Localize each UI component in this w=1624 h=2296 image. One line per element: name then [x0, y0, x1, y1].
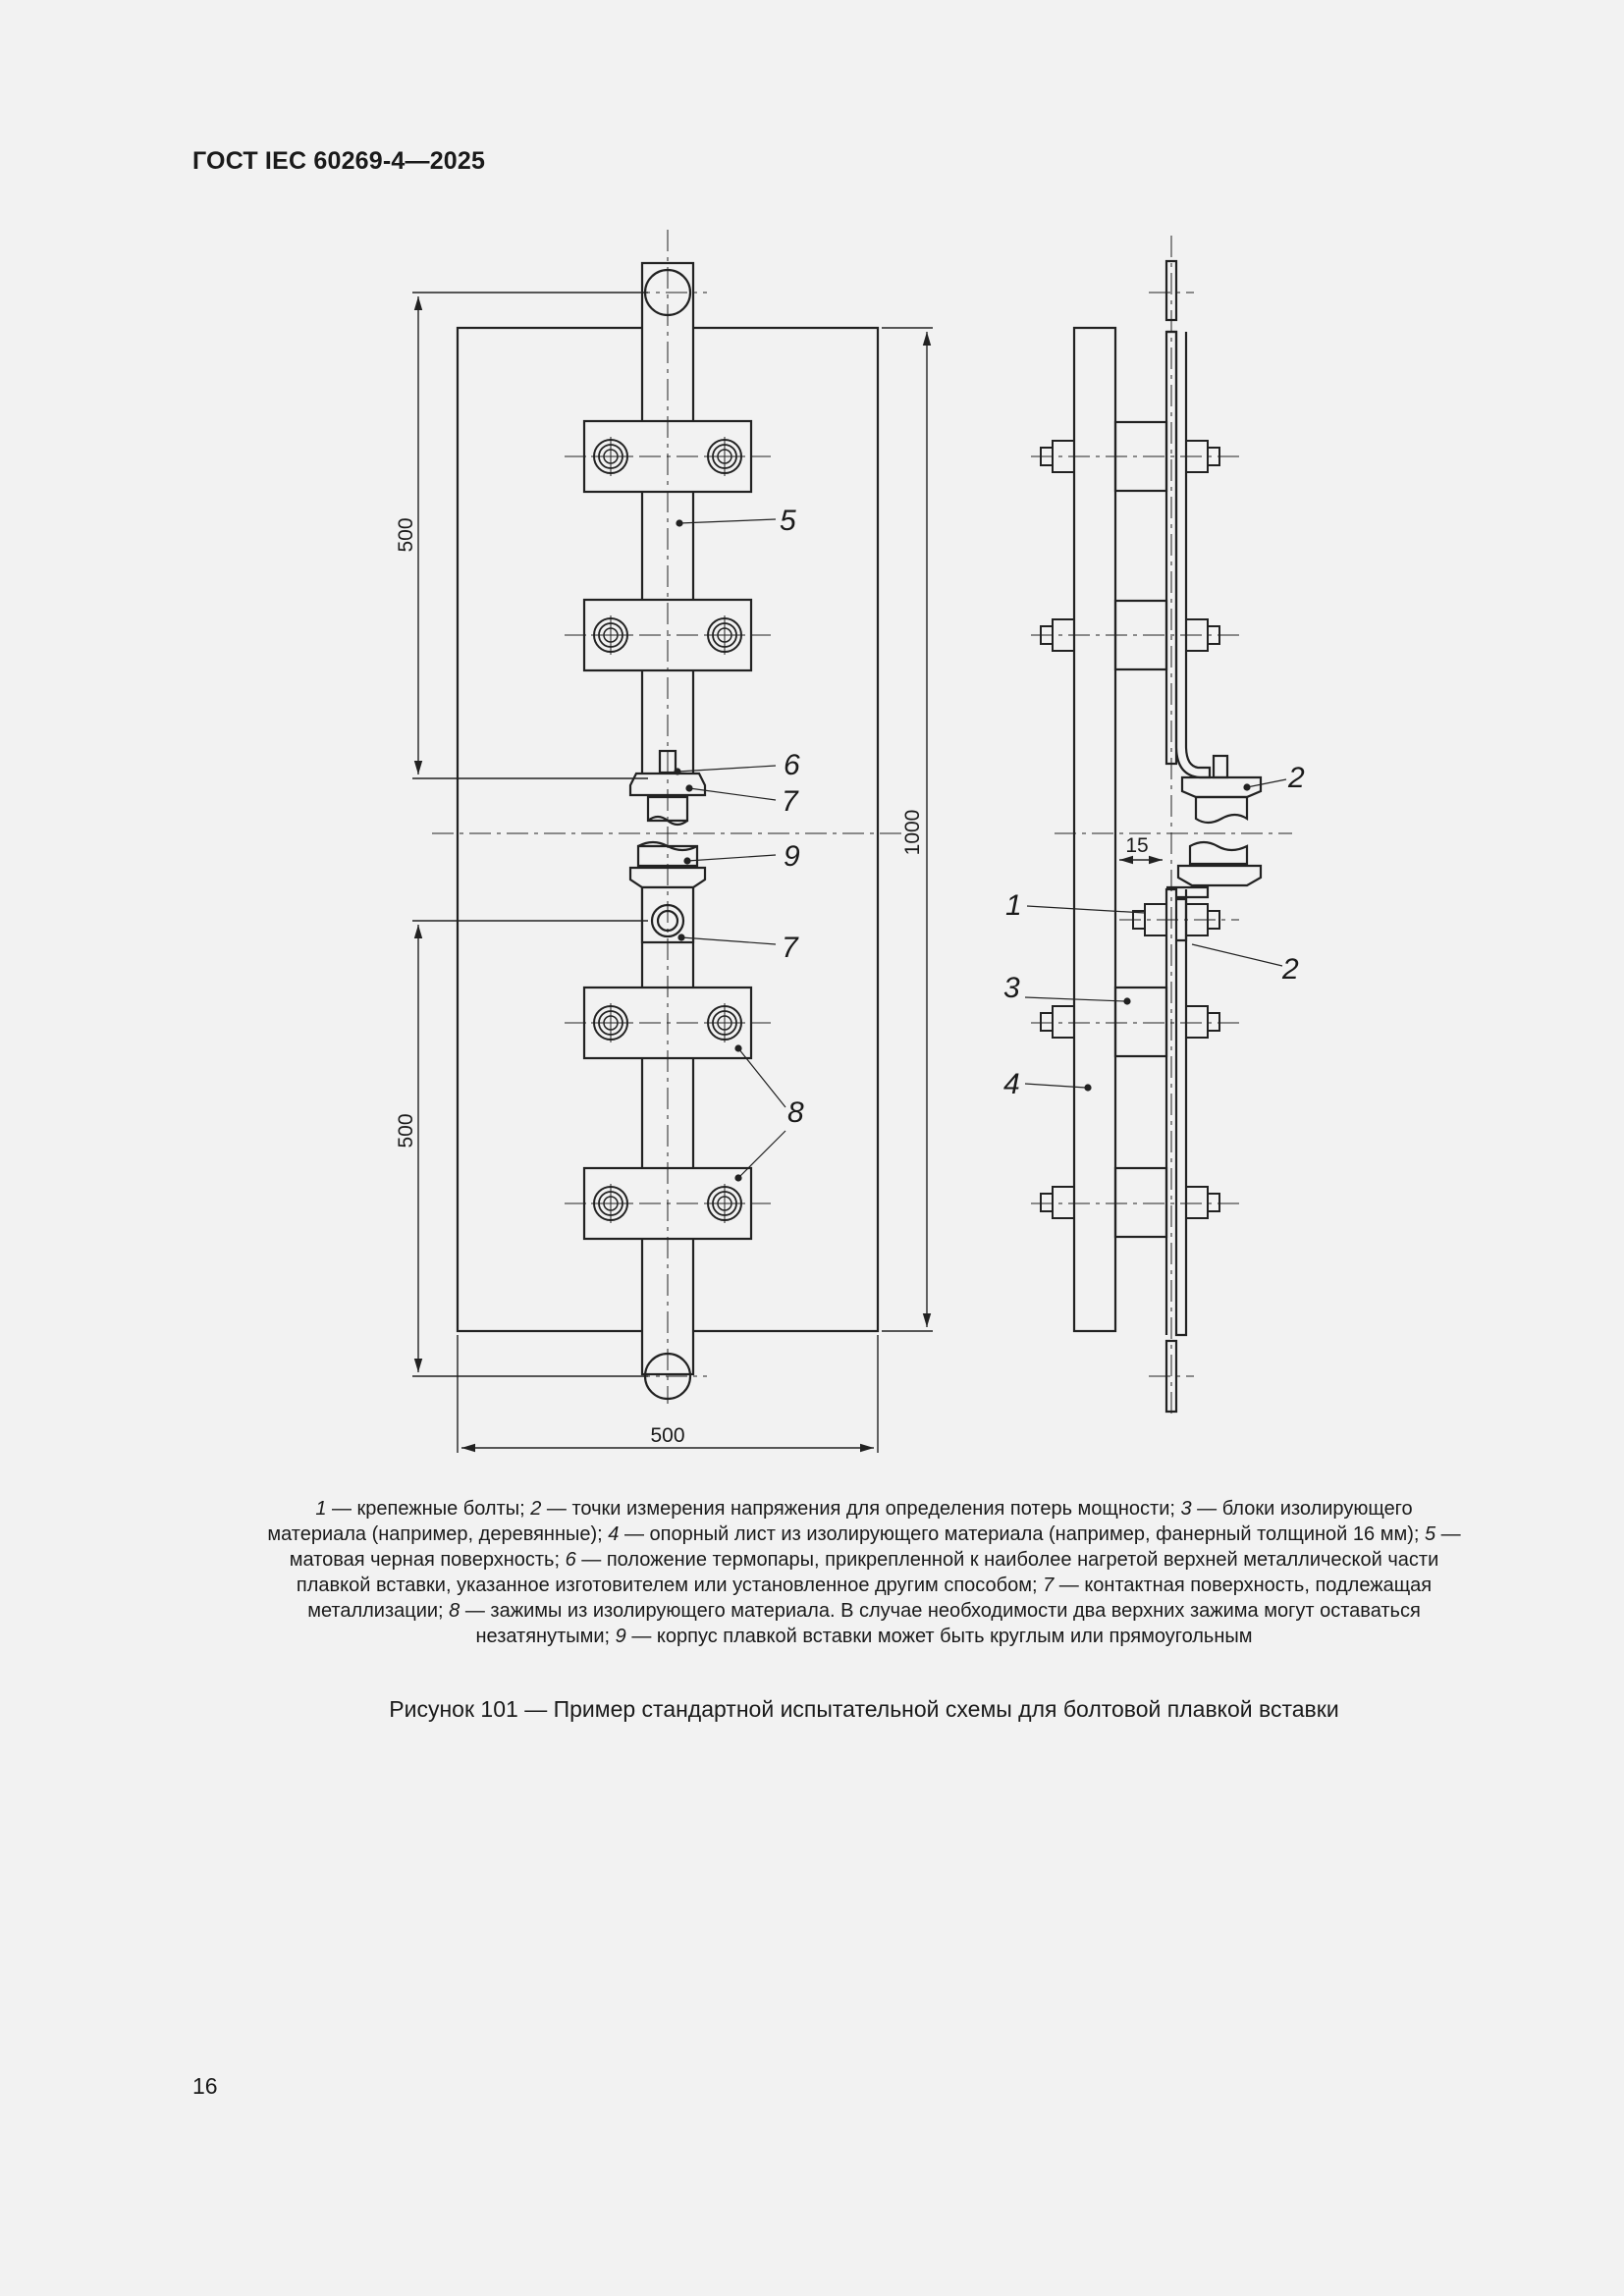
callout-5: 5: [780, 505, 796, 537]
side-bolts: [1041, 441, 1219, 1218]
insulating-block: [1115, 988, 1166, 1056]
dimension-width: 500: [650, 1424, 685, 1447]
callout-3: 3: [1003, 972, 1020, 1004]
side-view: [1074, 261, 1261, 1412]
callout-8: 8: [787, 1096, 804, 1129]
figure-legend: 1 — крепежные болты; 2 — точки измерения напряжения для определения потерь мощности; 3 — блоки изолирующего материала (например, деревянные); 4 — опорный лист из изолирующего материала (например, фанерный толщиной 16 мм); 5 — матовая черная поверхность; 6 — положение термопары, прикрепленной к наиболее нагретой верхней металлической части плавкой вставки, указанное изготовителем или установленное другим способом; 7 — контактная поверхность, подлежащая металлизации; 8 — зажимы из изолирующего материала. В случае необходимости два верхних зажима могут оставаться незатянутыми; 9 — корпус плавкой вставки может быть круглым или прямоугольным: [267, 1498, 1461, 1647]
dimension-top-span: 500: [395, 517, 417, 553]
figure-caption: Рисунок 101 — Пример стандартной испытательной схемы для болтовой плавкой вставки: [389, 1696, 1339, 1722]
support-sheet-side: [1074, 328, 1115, 1331]
page-number: 16: [192, 2073, 218, 2099]
dimension-total-height: 1000: [901, 809, 924, 856]
callout-4: 4: [1003, 1068, 1020, 1100]
callout-2-upper: 2: [1288, 762, 1305, 794]
dimension-gap: 15: [1125, 834, 1149, 857]
document-header: ГОСТ IEC 60269-4—2025: [192, 147, 486, 175]
callout-7-lower: 7: [782, 932, 798, 964]
callout-1: 1: [1005, 889, 1022, 922]
callout-2-lower: 2: [1282, 953, 1299, 986]
callout-6: 6: [784, 749, 800, 781]
insulating-block: [1115, 1168, 1166, 1237]
dimension-bottom-span: 500: [395, 1113, 417, 1148]
callout-9: 9: [784, 840, 800, 873]
callout-7-upper: 7: [782, 785, 798, 818]
